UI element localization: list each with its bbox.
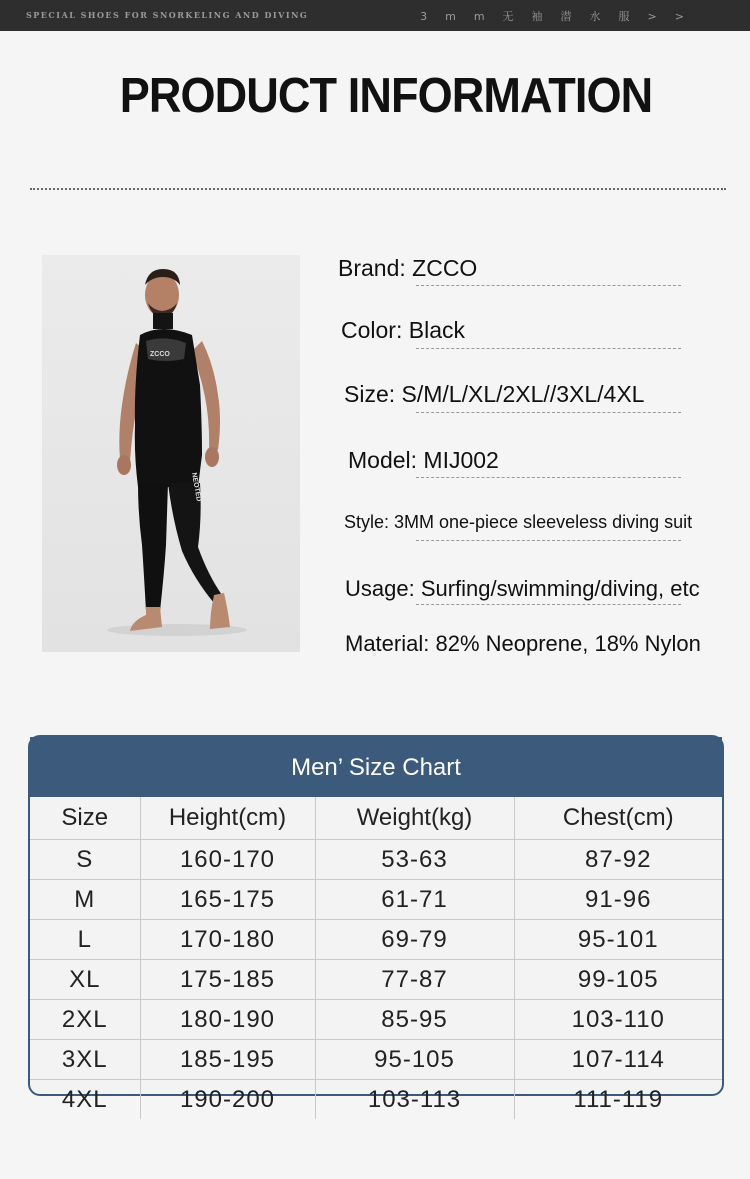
size-cell: 4XL xyxy=(30,1080,140,1120)
column-header: Height(cm) xyxy=(140,797,315,840)
underline xyxy=(416,604,681,605)
height-cell: 175-185 xyxy=(140,960,315,1000)
weight-cell: 53-63 xyxy=(315,840,514,880)
table-header-row xyxy=(30,797,722,840)
table-row xyxy=(30,960,722,1000)
size-chart xyxy=(28,735,724,1113)
weight-cell: 61-71 xyxy=(315,880,514,920)
usage-text: Usage: Surfing/swimming/diving, etc xyxy=(345,576,700,601)
size-table xyxy=(30,797,722,1119)
underline xyxy=(416,477,681,478)
height-cell: 185-195 xyxy=(140,1040,315,1080)
product-image xyxy=(42,255,300,652)
weight-cell: 69-79 xyxy=(315,920,514,960)
size-cell: S xyxy=(30,840,140,880)
banner-product-name: 3mm无袖潜水服>> xyxy=(420,10,702,23)
table-row xyxy=(30,920,722,960)
usage-row xyxy=(345,576,700,602)
size-cell: 3XL xyxy=(30,1040,140,1080)
size-cell: XL xyxy=(30,960,140,1000)
height-cell: 170-180 xyxy=(140,920,315,960)
banner-tagline: SPECIAL SHOES FOR SNORKELING AND DIVING xyxy=(26,10,309,20)
height-cell: 160-170 xyxy=(140,840,315,880)
style-row xyxy=(344,512,692,533)
table-row xyxy=(30,1080,722,1120)
column-header: Size xyxy=(30,797,140,840)
chest-cell: 103-110 xyxy=(514,1000,722,1040)
color-row xyxy=(341,317,465,344)
column-header: Chest(cm) xyxy=(514,797,722,840)
height-cell: 180-190 xyxy=(140,1000,315,1040)
wetsuit-model-figure xyxy=(42,255,300,652)
size-text: Size: S/M/L/XL/2XL//3XL/4XL xyxy=(344,381,645,407)
top-banner xyxy=(0,0,750,31)
weight-cell: 85-95 xyxy=(315,1000,514,1040)
underline xyxy=(416,412,681,413)
height-cell: 165-175 xyxy=(140,880,315,920)
table-row xyxy=(30,1040,722,1080)
weight-cell: 95-105 xyxy=(315,1040,514,1080)
column-header: Weight(kg) xyxy=(315,797,514,840)
material-row xyxy=(345,631,701,657)
weight-cell: 103-113 xyxy=(315,1080,514,1120)
model-row xyxy=(348,447,499,474)
size-cell: 2XL xyxy=(30,1000,140,1040)
chest-logo: ZCCO xyxy=(150,351,170,358)
chest-cell: 95-101 xyxy=(514,920,722,960)
underline xyxy=(416,540,681,541)
table-row xyxy=(30,840,722,880)
page-title: PRODUCT INFORMATION xyxy=(119,69,653,123)
weight-cell: 77-87 xyxy=(315,960,514,1000)
material-text: Material: 82% Neoprene, 18% Nylon xyxy=(345,631,701,656)
height-cell: 190-200 xyxy=(140,1080,315,1120)
size-cell: L xyxy=(30,920,140,960)
chest-cell: 87-92 xyxy=(514,840,722,880)
model-text: Model: MIJ002 xyxy=(348,447,499,473)
color-text: Color: Black xyxy=(341,317,465,343)
brand-text: Brand: ZCCO xyxy=(338,255,478,281)
underline xyxy=(416,285,681,286)
chest-cell: 111-119 xyxy=(573,1085,664,1113)
size-cell: M xyxy=(30,880,140,920)
chest-cell: 107-114 xyxy=(514,1040,722,1080)
table-row xyxy=(30,880,722,920)
size-chart-title: Men’ Size Chart xyxy=(30,737,722,797)
dotted-divider xyxy=(30,188,726,190)
chest-cell: 91-96 xyxy=(514,880,722,920)
underline xyxy=(416,348,681,349)
chest-cell: 99-105 xyxy=(514,960,722,1000)
leg-logo: NEOTED xyxy=(190,472,202,503)
table-row xyxy=(30,1000,722,1040)
style-text: Style: 3MM one-piece sleeveless diving suit xyxy=(344,512,693,532)
size-row xyxy=(344,381,644,408)
brand-row xyxy=(338,255,477,282)
